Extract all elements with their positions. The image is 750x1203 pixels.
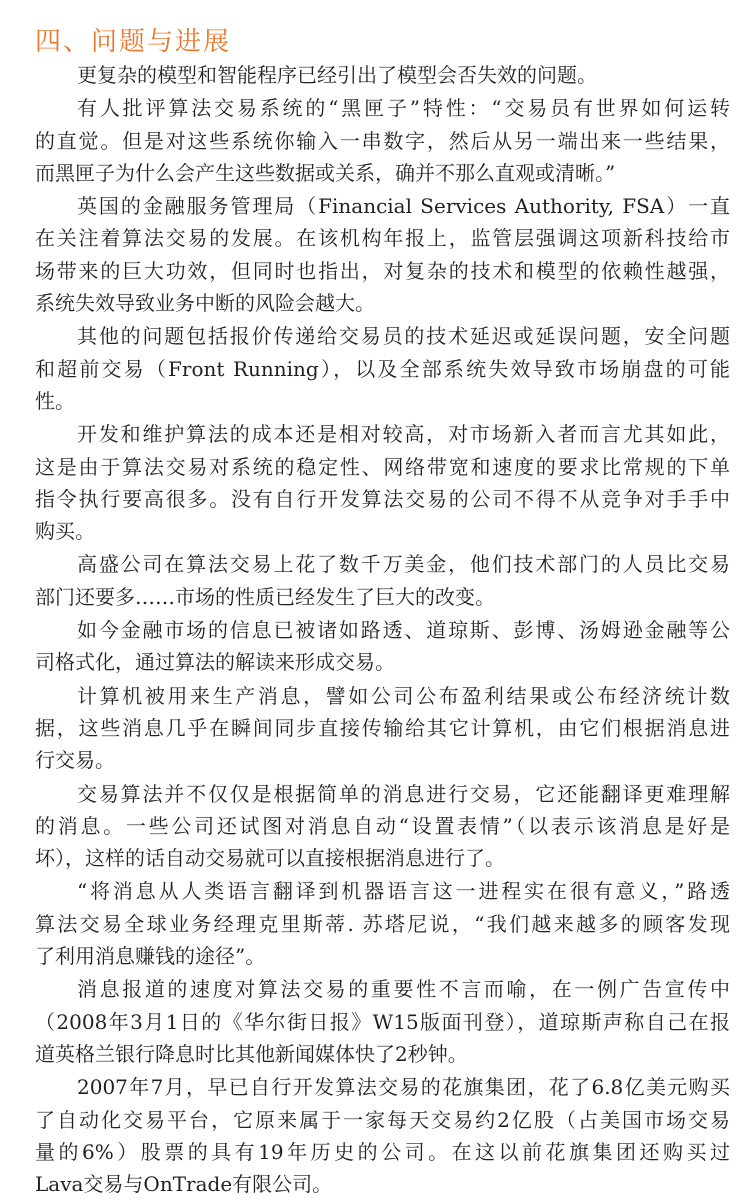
paragraph-line: 道英格兰银行降息时比其他新闻媒体快了2秒钟。	[35, 1041, 468, 1066]
paragraph-line: 其他的问题包括报价传递给交易员的技术延迟或延误问题，安全问题	[77, 324, 730, 349]
paragraph-line: 高盛公司在算法交易上花了数千万美金，他们技术部门的人员比交易	[77, 552, 730, 577]
article-body	[35, 59, 730, 1201]
paragraph	[35, 1071, 730, 1200]
paragraph	[35, 875, 730, 972]
paragraph-line: 购买。	[35, 519, 95, 544]
paragraph	[35, 59, 730, 91]
paragraph-line: 如今金融市场的信息已被诸如路透、道琼斯、彭博、汤姆逊金融等公	[77, 618, 730, 643]
paragraph-line: 坏），这样的话自动交易就可以直接根据消息进行了。	[35, 846, 505, 871]
paragraph	[35, 973, 730, 1070]
paragraph-line: 更复杂的模型和智能程序已经引出了模型会否失效的问题。	[77, 63, 597, 87]
paragraph-line: 而黑匣子为什么会产生这些数据或关系，确并不那么直观或清晰。”	[35, 160, 616, 185]
paragraph-line: 场带来的巨大功效，但同时也指出，对复杂的技术和模型的依赖性越强，	[35, 258, 730, 283]
paragraph	[35, 614, 730, 679]
paragraph	[35, 548, 730, 613]
paragraph-line: 在关注着算法交易的发展。在该机构年报上，监管层强调这项新科技给市	[35, 226, 730, 251]
paragraph-line: “将消息从人类语言翻译到机器语言这一进程实在很有意义，”路透	[77, 879, 730, 904]
paragraph-line: 部门还要多……市场的性质已经发生了巨大的改变。	[35, 584, 495, 609]
paragraph-line: 有人批评算法交易系统的“黑匣子”特性：“交易员有世界如何运转	[77, 96, 730, 121]
paragraph-line: 司格式化，通过算法的解读来形成交易。	[35, 650, 395, 675]
paragraph-line: 的直觉。但是对这些系统你输入一串数字，然后从另一端出来一些结果，	[35, 128, 730, 153]
paragraph	[35, 92, 730, 189]
paragraph-line: 英国的金融服务管理局（Financial Services Authority, FSA）一直	[77, 194, 730, 219]
paragraph-line: 交易算法并不仅仅是根据简单的消息进行交易，它还能翻译更难理解	[77, 781, 730, 806]
paragraph-line: 行交易。	[35, 748, 115, 773]
paragraph	[35, 320, 730, 417]
paragraph-line: 的消息。一些公司还试图对消息自动“设置表情”（以表示该消息是好是	[35, 813, 730, 838]
section-heading: 四、问题与进展	[35, 27, 232, 57]
paragraph-line: 性。	[35, 388, 75, 413]
paragraph-line: 和超前交易（Front Running），以及全部系统失效导致市场崩盘的可能	[35, 356, 730, 381]
paragraph-line: 系统失效导致业务中断的风险会越大。	[35, 291, 375, 316]
paragraph-line: 算法交易全球业务经理克里斯蒂. 苏塔尼说，“我们越来越多的顾客发现	[35, 911, 730, 936]
paragraph-line: Lava交易与OnTrade有限公司。	[35, 1172, 333, 1197]
paragraph-line: （2008年3月1日的《华尔街日报》W15版面刊登），道琼斯声称自己在报	[35, 1009, 730, 1034]
paragraph-line: 量的6%）股票的具有19年历史的公司。在这以前花旗集团还购买过	[35, 1139, 730, 1164]
paragraph	[35, 190, 730, 319]
paragraph	[35, 778, 730, 875]
paragraph-line: 2007年7月，早已自行开发算法交易的花旗集团，花了6.8亿美元购买	[77, 1075, 730, 1100]
paragraph-line: 这是由于算法交易对系统的稳定性、网络带宽和速度的要求比常规的下单	[35, 454, 730, 479]
paragraph-line: 据，这些消息几乎在瞬间同步直接传输给其它计算机，由它们根据消息进	[35, 715, 730, 740]
paragraph	[35, 418, 730, 547]
paragraph-line: 消息报道的速度对算法交易的重要性不言而喻，在一例广告宣传中	[77, 977, 730, 1002]
paragraph	[35, 680, 730, 777]
paragraph-line: 开发和维护算法的成本还是相对较高，对市场新入者而言尤其如此，	[77, 422, 730, 447]
paragraph-line: 了自动化交易平台，它原来属于一家每天交易约2亿股（占美国市场交易	[35, 1107, 730, 1132]
paragraph-line: 了利用消息赚钱的途径”。	[35, 944, 266, 969]
paragraph-line: 计算机被用来生产消息，譬如公司公布盈利结果或公布经济统计数	[77, 683, 730, 708]
paragraph-line: 指令执行要高很多。没有自行开发算法交易的公司不得不从竞争对手手中	[35, 486, 730, 511]
